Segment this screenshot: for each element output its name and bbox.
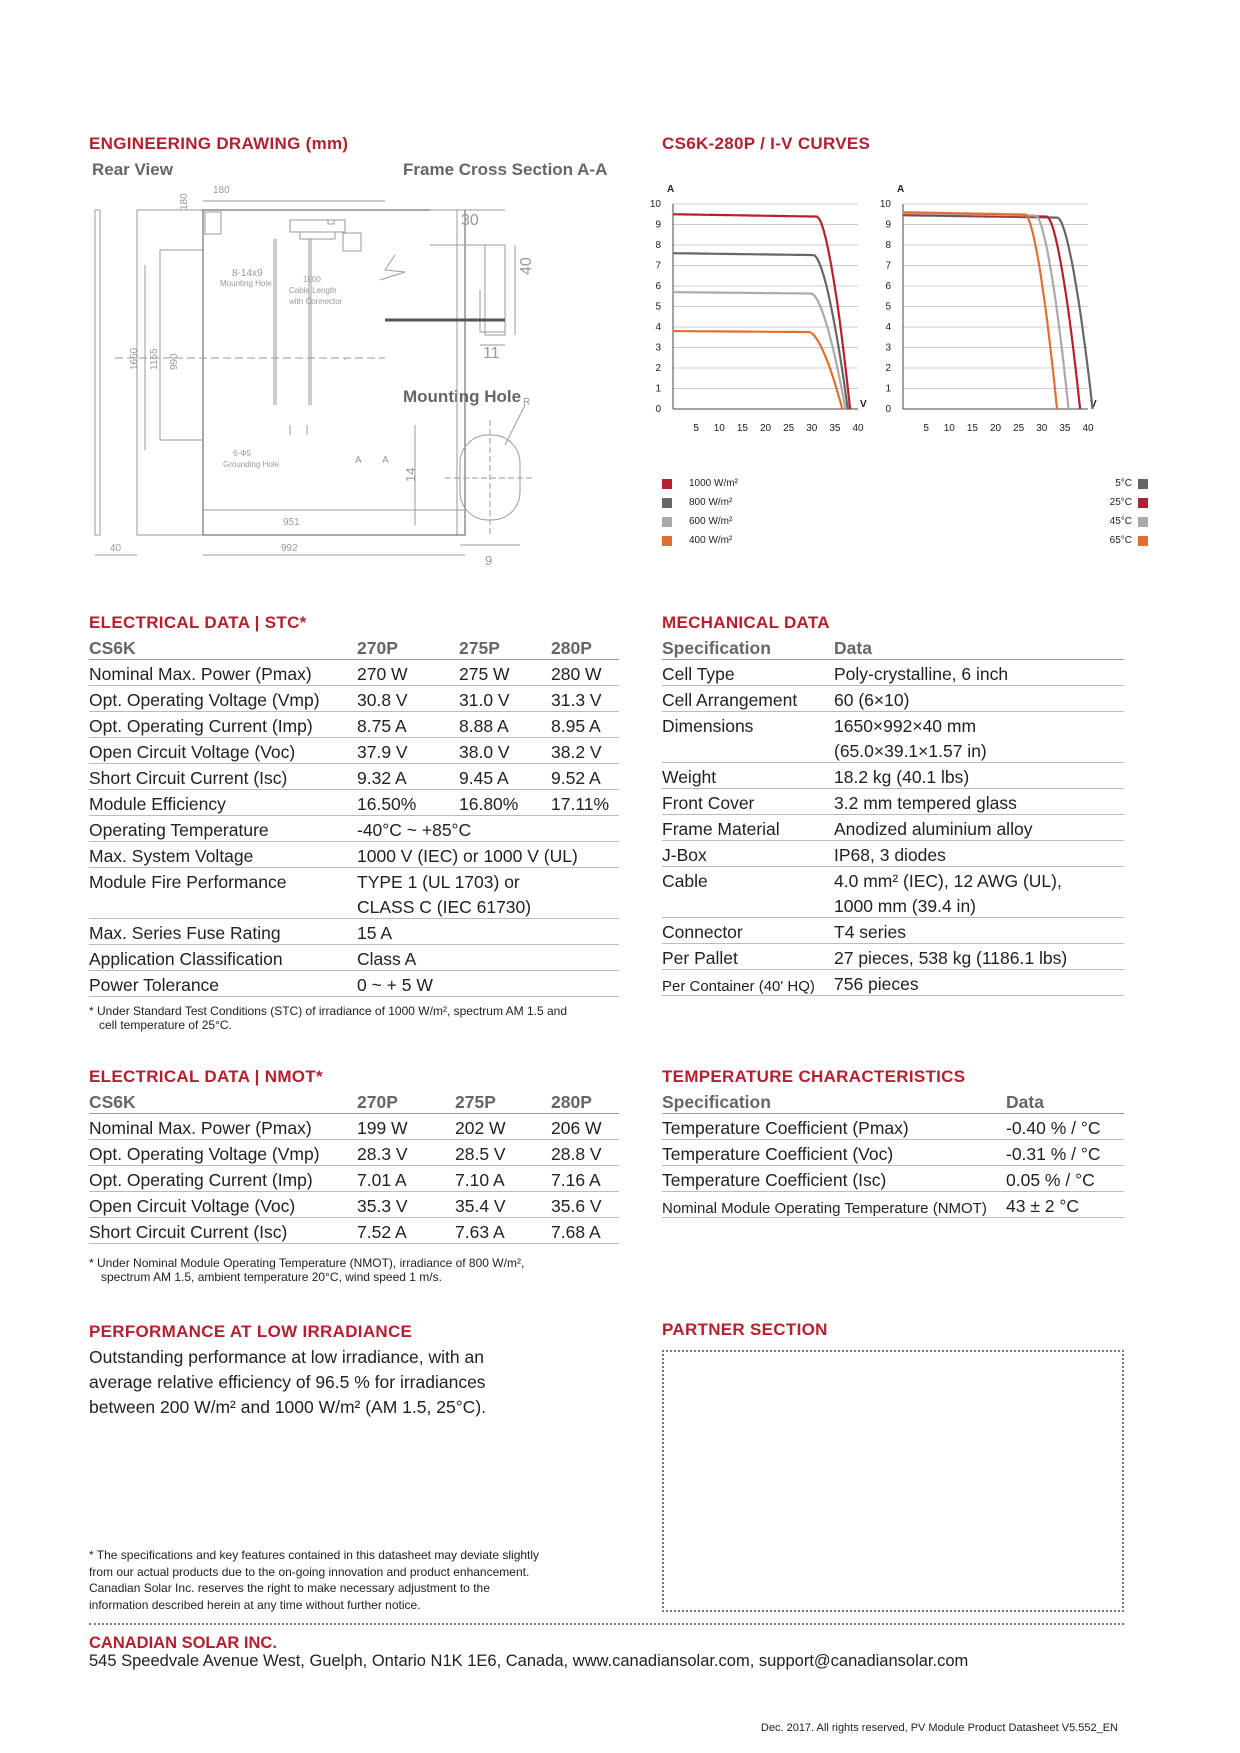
header-cell: 275P — [459, 634, 551, 660]
cell: 17.11% — [551, 790, 619, 816]
cell: J-Box — [662, 841, 834, 867]
cell: Cell Type — [662, 660, 834, 686]
cell: 35.4 V — [455, 1192, 551, 1218]
temperature-legend — [1050, 474, 1148, 550]
legend-label: 5°C — [1115, 478, 1132, 489]
cell: Max. System Voltage — [89, 842, 357, 868]
cell: 9.52 A — [551, 764, 619, 790]
x-tick-label: 40 — [852, 423, 864, 434]
elec-stc-table — [89, 634, 619, 997]
irradiance-legend — [662, 474, 792, 550]
legend-label: 25°C — [1109, 497, 1132, 508]
y-tick-label: 8 — [655, 240, 661, 251]
legend-label: 45°C — [1109, 516, 1132, 527]
table-header — [662, 1088, 1124, 1114]
x-tick-label: 5 — [693, 423, 699, 434]
x-tick-label: 25 — [783, 423, 795, 434]
x-tick-label: 30 — [806, 423, 818, 434]
nmot-note-line2: spectrum AM 1.5, ambient temperature 20°C, wind speed 1 m/s. — [101, 1270, 442, 1284]
cell: 756 pieces — [834, 970, 1124, 996]
dim-990: 990 — [169, 353, 180, 370]
dim-180-side: 180 — [179, 193, 190, 210]
cell: 8.75 A — [357, 712, 459, 738]
cell: Open Circuit Voltage (Voc) — [89, 738, 357, 764]
table-row — [662, 815, 1124, 841]
header-cell: 280P — [551, 1088, 619, 1114]
cell: 38.0 V — [459, 738, 551, 764]
cell: 18.2 kg (40.1 lbs) — [834, 763, 1124, 789]
cell: Front Cover — [662, 789, 834, 815]
table-row — [662, 737, 1124, 763]
cell: Module Efficiency — [89, 790, 357, 816]
footer-divider — [89, 1623, 1124, 1625]
header-cell: 270P — [357, 634, 459, 660]
cell: 38.2 V — [551, 738, 619, 764]
ground-label2: Grounding Hole — [223, 460, 280, 469]
cell: 43 ± 2 °C — [1006, 1192, 1124, 1218]
partner-box — [662, 1350, 1124, 1612]
cell: Cell Arrangement — [662, 686, 834, 712]
iv-chart-irradiance — [649, 178, 900, 468]
legend-swatch — [1138, 536, 1148, 546]
cell: Connector — [662, 918, 834, 944]
cell: Opt. Operating Voltage (Vmp) — [89, 1140, 357, 1166]
cell: 7.01 A — [357, 1166, 455, 1192]
legend-swatch — [662, 498, 672, 508]
nmot-note — [89, 1256, 524, 1284]
x-tick-label: 5 — [923, 423, 929, 434]
mech-table — [662, 634, 1124, 996]
table-row — [662, 1140, 1124, 1166]
footer-address: 545 Speedvale Avenue West, Guelph, Ontario N1K 1E6, Canada, www.canadiansolar.com, support@canadiansolar.com — [89, 1652, 969, 1670]
legend-label: 1000 W/m² — [689, 478, 738, 489]
table-row — [89, 842, 619, 868]
cell: Temperature Coefficient (Voc) — [662, 1140, 1006, 1166]
cell: 1650×992×40 mm — [834, 716, 977, 736]
legend-label: 600 W/m² — [689, 516, 733, 527]
cell: Class A — [357, 945, 619, 971]
temp-title: TEMPERATURE CHARACTERISTICS — [662, 1067, 966, 1086]
cell: Opt. Operating Current (Imp) — [89, 712, 357, 738]
dim-9: 9 — [485, 553, 493, 568]
y-tick-label: 7 — [655, 260, 661, 272]
cell: 28.8 V — [551, 1140, 619, 1166]
table-header — [89, 1088, 619, 1114]
dim-992: 992 — [281, 543, 298, 554]
legend-item — [662, 493, 792, 512]
legend-item — [1050, 493, 1148, 512]
y-tick-label: 0 — [885, 404, 891, 415]
cell: -0.31 % / °C — [1006, 1140, 1124, 1166]
cell: Max. Series Fuse Rating — [89, 919, 357, 945]
table-row — [89, 660, 619, 686]
x-tick-label: 20 — [989, 423, 1002, 434]
stc-note-line1: * Under Standard Test Conditions (STC) of irradiance of 1000 W/m², spectrum AM 1.5 and — [89, 1004, 567, 1018]
y-tick-label: 2 — [885, 363, 891, 374]
temp-table — [662, 1088, 1124, 1218]
table-row — [89, 868, 619, 894]
x-tick-label: 30 — [1036, 423, 1048, 434]
cell: 28.5 V — [455, 1140, 551, 1166]
cell: 4.0 mm² (IEC), 12 AWG (UL), — [834, 871, 1062, 891]
dim-1155: 1155 — [149, 348, 160, 370]
cell: Anodized aluminium alloy — [834, 815, 1124, 841]
y-unit-label: A — [667, 184, 675, 195]
cell: 28.3 V — [357, 1140, 455, 1166]
table-row — [662, 970, 1124, 996]
cell: Nominal Max. Power (Pmax) — [89, 660, 357, 686]
cell: 275 W — [459, 660, 551, 686]
y-tick-label: 7 — [885, 260, 891, 272]
cell: 7.52 A — [357, 1218, 455, 1244]
table-row — [89, 1218, 619, 1244]
legend-label: 400 W/m² — [689, 535, 733, 546]
iv-curve-line — [673, 331, 842, 409]
x-tick-label: 10 — [713, 423, 725, 434]
x-unit-label: V — [1090, 399, 1097, 410]
x-tick-label: 20 — [759, 423, 772, 434]
legend-swatch — [1138, 517, 1148, 527]
cell: Temperature Coefficient (Pmax) — [662, 1114, 1006, 1140]
cell: 0.05 % / °C — [1006, 1166, 1124, 1192]
table-row — [662, 789, 1124, 815]
radius-label: R — [523, 397, 531, 408]
cell: 9.32 A — [357, 764, 459, 790]
y-unit-label: A — [897, 184, 905, 195]
legend-swatch — [1138, 479, 1148, 489]
legend-swatch — [662, 536, 672, 546]
partner-title: PARTNER SECTION — [662, 1320, 828, 1339]
engineering-drawing — [85, 180, 625, 575]
cell: 1000 V (IEC) or 1000 V (UL) — [357, 842, 619, 868]
cell: Power Tolerance — [89, 971, 357, 997]
legend-item — [662, 512, 792, 531]
cell: TYPE 1 (UL 1703) or — [357, 872, 520, 892]
iv-curve-line — [673, 214, 850, 409]
cell: 30.8 V — [357, 686, 459, 712]
cell: IP68, 3 diodes — [834, 841, 1124, 867]
cell: 7.16 A — [551, 1166, 619, 1192]
table-row — [89, 1166, 619, 1192]
y-tick-label: 1 — [655, 383, 661, 395]
header-cell: Data — [1006, 1088, 1124, 1114]
table-row — [89, 764, 619, 790]
table-row — [89, 945, 619, 971]
cell — [662, 892, 834, 918]
legend-swatch — [662, 479, 672, 489]
x-unit-label: V — [860, 399, 867, 410]
table-row — [89, 1140, 619, 1166]
legend-swatch — [662, 517, 672, 527]
legend-item — [662, 474, 792, 493]
cell: 7.63 A — [455, 1218, 551, 1244]
disclaimer-line: * The specifications and key features contained in this datasheet may deviate slightly — [89, 1548, 540, 1562]
y-tick-label: 4 — [655, 322, 661, 333]
y-tick-label: 6 — [655, 281, 661, 292]
header-cell: 280P — [551, 634, 619, 660]
disclaimer-line: information described herein at any time without further notice. — [89, 1597, 421, 1612]
mount-label: 8-14x9 — [232, 268, 263, 279]
cell: 199 W — [357, 1114, 455, 1140]
table-row — [662, 1114, 1124, 1140]
table-row — [89, 1192, 619, 1218]
stc-note-line2: cell temperature of 25°C. — [99, 1018, 232, 1032]
y-tick-label: 5 — [655, 301, 661, 313]
legend-item — [1050, 512, 1148, 531]
table-row — [89, 712, 619, 738]
iv-curve-line — [903, 215, 1093, 409]
dim-14: 14 — [403, 467, 418, 482]
dim-30: 30 — [461, 212, 479, 229]
footer-company: CANADIAN SOLAR INC. — [89, 1634, 277, 1652]
legend-label: 65°C — [1109, 535, 1132, 546]
cell: 31.0 V — [459, 686, 551, 712]
low-irr-text — [89, 1345, 486, 1420]
x-tick-label: 10 — [943, 423, 955, 434]
cell: 60 (6×10) — [834, 686, 1124, 712]
low-irr-line2: average relative efficiency of 96.5 % for irradiances — [89, 1372, 486, 1392]
cell: -40°C ~ +85°C — [357, 816, 619, 842]
dim-40b: 40 — [518, 257, 535, 275]
table-row — [89, 790, 619, 816]
disclaimer-line: from our actual products due to the on-going innovation and product enhancement. — [89, 1564, 530, 1579]
table-row — [662, 867, 1124, 893]
y-tick-label: 9 — [885, 219, 891, 231]
cell: Per Container (40' HQ) — [662, 970, 834, 996]
cell: 35.3 V — [357, 1192, 455, 1218]
cell: -0.40 % / °C — [1006, 1114, 1124, 1140]
footer-copyright: Dec. 2017. All rights reserved, PV Module Product Datasheet V5.552_EN — [760, 1722, 1118, 1734]
table-header — [89, 634, 619, 660]
header-cell: CS6K — [89, 634, 357, 660]
table-row — [89, 919, 619, 945]
elec-nmot-table — [89, 1088, 619, 1244]
cell: Short Circuit Current (Isc) — [89, 1218, 357, 1244]
cell: 280 W — [551, 660, 619, 686]
dim-951: 951 — [283, 517, 300, 528]
mounting-hole-label: Mounting Hole — [403, 387, 522, 406]
header-cell: Specification — [662, 1088, 1006, 1114]
cell: Frame Material — [662, 815, 834, 841]
y-tick-label: 10 — [649, 199, 661, 210]
y-tick-label: 5 — [885, 301, 891, 313]
cell: 1000 mm (39.4 in) — [834, 892, 1124, 918]
cell: Poly-crystalline, 6 inch — [834, 660, 1124, 686]
table-row — [89, 738, 619, 764]
cell: 35.6 V — [551, 1192, 619, 1218]
table-row — [662, 763, 1124, 789]
legend-item — [1050, 474, 1148, 493]
cell: 31.3 V — [551, 686, 619, 712]
iv-curve-line — [903, 213, 1069, 409]
cell — [89, 893, 357, 919]
cell: 8.88 A — [459, 712, 551, 738]
table-row — [662, 1192, 1124, 1218]
nmot-note-line1: * Under Nominal Module Operating Temperature (NMOT), irradiance of 800 W/m², — [89, 1256, 525, 1270]
cell: Nominal Max. Power (Pmax) — [89, 1114, 357, 1140]
ground-label: 6-Φ5 — [233, 449, 251, 458]
disclaimer-line: Canadian Solar Inc. reserves the right to make necessary adjustment to the — [89, 1581, 490, 1595]
cell: Nominal Module Operating Temperature (NMOT) — [662, 1192, 1006, 1218]
cell: 37.9 V — [357, 738, 459, 764]
cell: 7.10 A — [455, 1166, 551, 1192]
cell: Application Classification — [89, 945, 357, 971]
iv-curve-line — [673, 292, 846, 409]
cell: 16.80% — [459, 790, 551, 816]
low-irr-line1: Outstanding performance at low irradiance, with an — [89, 1347, 484, 1367]
stc-note — [89, 1004, 567, 1032]
cell: 8.95 A — [551, 712, 619, 738]
table-row — [89, 816, 619, 842]
table-row — [662, 660, 1124, 686]
dim-11: 11 — [483, 345, 500, 362]
legend-swatch — [1138, 498, 1148, 508]
header-cell: 270P — [357, 1088, 455, 1114]
cell: Open Circuit Voltage (Voc) — [89, 1192, 357, 1218]
iv-title: CS6K-280P / I-V CURVES — [662, 134, 871, 153]
mount-label2: Mounting Hole — [220, 279, 272, 288]
cell: 7.68 A — [551, 1218, 619, 1244]
x-tick-label: 25 — [1013, 423, 1025, 434]
low-irr-title: PERFORMANCE AT LOW IRRADIANCE — [89, 1322, 413, 1341]
table-header — [662, 634, 1124, 660]
cable-label2: Cable Length — [289, 286, 337, 295]
cell: Per Pallet — [662, 944, 834, 970]
table-row — [89, 971, 619, 997]
iv-chart-temperature — [879, 178, 1130, 468]
cell: 27 pieces, 538 kg (1186.1 lbs) — [834, 944, 1124, 970]
cell: T4 series — [834, 918, 1124, 944]
cell: 206 W — [551, 1114, 619, 1140]
dim-180-top: 180 — [213, 185, 230, 196]
cell — [662, 737, 834, 763]
cell: 0 ~ + 5 W — [357, 971, 619, 997]
legend-label: 800 W/m² — [689, 497, 733, 508]
header-cell: Data — [834, 634, 1124, 660]
cell: Cable — [662, 871, 708, 891]
table-row — [662, 1166, 1124, 1192]
x-tick-label: 35 — [829, 423, 841, 434]
table-row — [89, 686, 619, 712]
cell: CLASS C (IEC 61730) — [357, 893, 619, 919]
engineering-title: ENGINEERING DRAWING (mm) — [89, 134, 349, 153]
table-row — [89, 1114, 619, 1140]
y-tick-label: 4 — [885, 322, 891, 333]
elec-nmot-title: ELECTRICAL DATA | NMOT* — [89, 1067, 323, 1086]
table-row — [662, 841, 1124, 867]
rear-view-label: Rear View — [92, 160, 173, 179]
aa-label2: A — [382, 455, 389, 466]
iv-curve-line — [903, 212, 1057, 409]
low-irr-line3: between 200 W/m² and 1000 W/m² (AM 1.5, 25°C). — [89, 1397, 487, 1417]
aa-label: A — [355, 455, 362, 466]
y-tick-label: 9 — [655, 219, 661, 231]
cell: Temperature Coefficient (Isc) — [662, 1166, 1006, 1192]
header-cell: Specification — [662, 634, 834, 660]
header-cell: 275P — [455, 1088, 551, 1114]
cell: 16.50% — [357, 790, 459, 816]
legend-item — [662, 531, 792, 550]
cell: 202 W — [455, 1114, 551, 1140]
x-tick-label: 15 — [966, 423, 978, 434]
elec-stc-title: ELECTRICAL DATA | STC* — [89, 613, 307, 632]
y-tick-label: 10 — [879, 199, 891, 210]
table-row — [89, 893, 619, 919]
cell: Short Circuit Current (Isc) — [89, 764, 357, 790]
x-tick-label: 15 — [736, 423, 748, 434]
header-cell: CS6K — [89, 1088, 357, 1114]
cell: 15 A — [357, 919, 619, 945]
cell: Weight — [662, 763, 834, 789]
frame-cross-label: Frame Cross Section A-A — [403, 160, 608, 179]
y-tick-label: 8 — [885, 240, 891, 251]
table-row — [662, 944, 1124, 970]
table-row — [662, 918, 1124, 944]
mech-title: MECHANICAL DATA — [662, 613, 830, 632]
y-tick-label: 0 — [655, 404, 661, 415]
cell: Module Fire Performance — [89, 872, 287, 892]
table-row — [662, 892, 1124, 918]
x-tick-label: 35 — [1059, 423, 1071, 434]
cell: 9.45 A — [459, 764, 551, 790]
y-tick-label: 3 — [655, 342, 661, 354]
disclaimer — [89, 1547, 539, 1613]
dim-40: 40 — [110, 543, 122, 554]
cable-label: 1000 — [303, 275, 321, 284]
cable-label3: with Connector — [289, 297, 343, 306]
y-tick-label: 2 — [655, 363, 661, 374]
cell: (65.0×39.1×1.57 in) — [834, 737, 1124, 763]
cell: 3.2 mm tempered glass — [834, 789, 1124, 815]
cell: Operating Temperature — [89, 816, 357, 842]
cell: Opt. Operating Voltage (Vmp) — [89, 686, 357, 712]
cell: Dimensions — [662, 716, 754, 736]
table-row — [662, 686, 1124, 712]
y-tick-label: 1 — [885, 383, 891, 395]
cell: Opt. Operating Current (Imp) — [89, 1166, 357, 1192]
dim-1650: 1650 — [129, 347, 140, 370]
y-tick-label: 6 — [885, 281, 891, 292]
y-tick-label: 3 — [885, 342, 891, 354]
legend-item — [1050, 531, 1148, 550]
x-tick-label: 40 — [1082, 423, 1094, 434]
table-row — [662, 712, 1124, 738]
cell: 270 W — [357, 660, 459, 686]
